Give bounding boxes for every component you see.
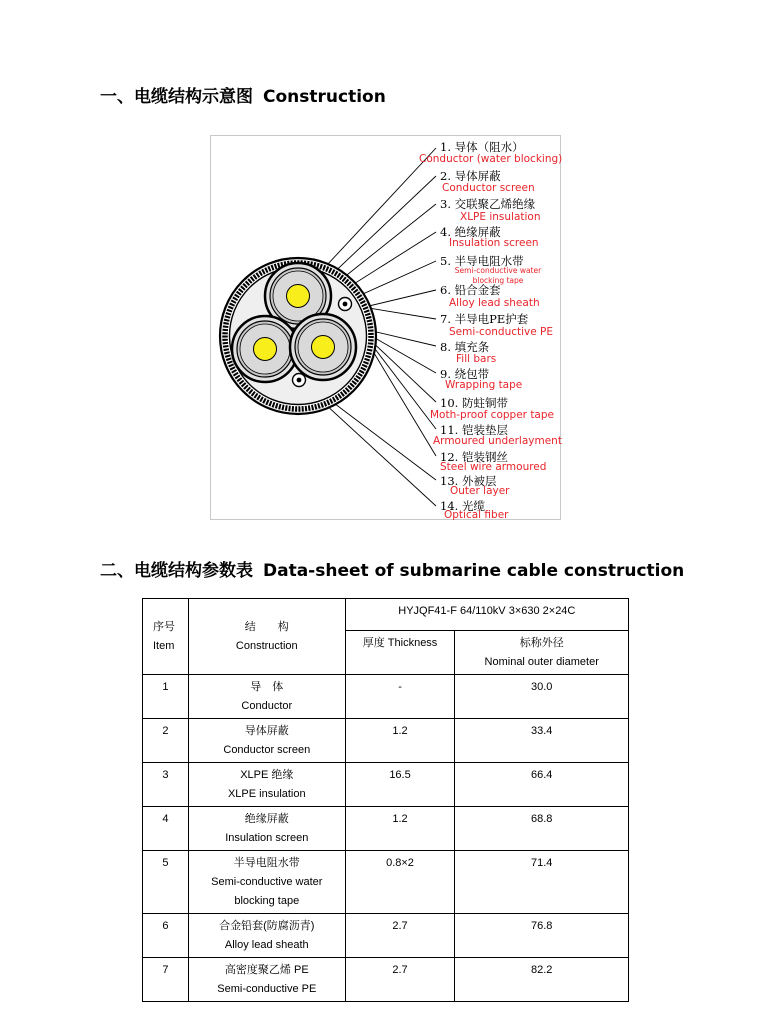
cell-diameter: 33.4 — [455, 719, 629, 763]
label-6-en: Alloy lead sheath — [449, 297, 540, 309]
label-13-en: Outer layer — [450, 485, 510, 497]
table-row — [143, 914, 629, 958]
cell-construction: 绝缘屏蔽 Insulation screen — [188, 807, 345, 851]
header-thickness: 厚度 Thickness — [345, 631, 455, 675]
cell-construction: 合金铅套(防腐沥青) Alloy lead sheath — [188, 914, 345, 958]
cell-item: 6 — [143, 914, 189, 958]
cell-item: 1 — [143, 675, 189, 719]
header-diameter: 标称外径 Nominal outer diameter — [455, 631, 629, 675]
label-12-en: Steel wire armoured — [440, 461, 547, 473]
cell-diameter: 71.4 — [455, 851, 629, 914]
optical-fiber-bottom — [293, 374, 306, 387]
label-4-en: Insulation screen — [449, 237, 539, 249]
label-12-zh: 12. 铠装钢丝 — [440, 450, 508, 464]
label-8-en: Fill bars — [456, 353, 497, 365]
label-7-zh: 7. 半导电PE护套 — [440, 312, 529, 326]
cell-construction: XLPE 绝缘 XLPE insulation — [188, 763, 345, 807]
table-row — [143, 675, 629, 719]
table-header-row-1 — [143, 599, 629, 631]
cable-cross-section-diagram — [210, 135, 561, 520]
section2-heading — [100, 556, 684, 581]
table-row — [143, 851, 629, 914]
label-14-zh: 14. 光缆 — [440, 499, 485, 513]
header-item: 序号 Item — [143, 599, 189, 675]
cell-item: 3 — [143, 763, 189, 807]
section2-title-en: Data-sheet of submarine cable construction — [263, 561, 685, 581]
label-1-en: Conductor (water blocking) — [419, 153, 563, 165]
cell-thickness: - — [345, 675, 455, 719]
label-8-zh: 8. 填充条 — [440, 340, 490, 354]
cell-construction: 导体屏蔽 Conductor screen — [188, 719, 345, 763]
label-9-en: Wrapping tape — [445, 379, 523, 391]
label-10-en: Moth-proof copper tape — [430, 409, 554, 421]
table-row — [143, 763, 629, 807]
label-1-zh: 1. 导体（阻水） — [440, 140, 524, 154]
construction-data-table — [142, 598, 629, 1002]
cell-thickness: 16.5 — [345, 763, 455, 807]
section1-title-zh: 一、电缆结构示意图 — [100, 87, 253, 107]
cell-thickness: 2.7 — [345, 958, 455, 1002]
label-13-zh: 13. 外被层 — [440, 474, 497, 488]
cell-diameter: 66.4 — [455, 763, 629, 807]
cell-item: 4 — [143, 807, 189, 851]
cell-construction: 高密度聚乙烯 PE Semi-conductive PE — [188, 958, 345, 1002]
cell-thickness: 1.2 — [345, 719, 455, 763]
cell-item: 2 — [143, 719, 189, 763]
table-row — [143, 807, 629, 851]
leader-line-10 — [366, 336, 436, 402]
label-14-en: Optical fiber — [444, 509, 509, 521]
cell-item: 7 — [143, 958, 189, 1002]
header-construction: 结 构 Construction — [188, 599, 345, 675]
cell-diameter: 30.0 — [455, 675, 629, 719]
table-row — [143, 958, 629, 1002]
cell-thickness: 2.7 — [345, 914, 455, 958]
label-5-zh: 5. 半导电阻水带 — [440, 254, 524, 268]
label-11-zh: 11. 铠装垫层 — [440, 423, 508, 437]
label-2-en: Conductor screen — [442, 182, 535, 194]
leader-line-12 — [371, 348, 436, 456]
cell-thickness: 1.2 — [345, 807, 455, 851]
cell-construction: 半导电阻水带 Semi-conductive water blocking tape — [188, 851, 345, 914]
label-2-zh: 2. 导体屏蔽 — [440, 169, 501, 183]
cell-item: 5 — [143, 851, 189, 914]
section2-title-zh: 二、电缆结构参数表 — [100, 561, 253, 581]
table-row — [143, 719, 629, 763]
label-10-zh: 10. 防蛀铜带 — [440, 396, 508, 410]
label-11-en: Armoured underlayment — [433, 435, 562, 447]
cell-thickness: 0.8×2 — [345, 851, 455, 914]
section1-heading — [100, 82, 386, 107]
core-right — [290, 314, 356, 380]
cell-construction: 导 体 Conductor — [188, 675, 345, 719]
optical-fiber-top — [339, 298, 352, 311]
label-5-en: Semi-conductive water blocking tape — [454, 266, 542, 285]
core-left — [232, 316, 298, 382]
label-4-zh: 4. 绝缘屏蔽 — [440, 225, 501, 239]
header-product: HYJQF41-F 64/110kV 3×630 2×24C — [345, 599, 628, 631]
cell-diameter: 76.8 — [455, 914, 629, 958]
label-3-en: XLPE insulation — [460, 211, 541, 223]
label-6-zh: 6. 铅合金套 — [440, 283, 501, 297]
section1-title-en: Construction — [263, 87, 386, 107]
label-3-zh: 3. 交联聚乙烯绝缘 — [440, 197, 536, 211]
cell-diameter: 82.2 — [455, 958, 629, 1002]
label-7-en: Semi-conductive PE — [449, 326, 554, 338]
label-9-zh: 9. 绕包带 — [440, 367, 490, 381]
cell-diameter: 68.8 — [455, 807, 629, 851]
